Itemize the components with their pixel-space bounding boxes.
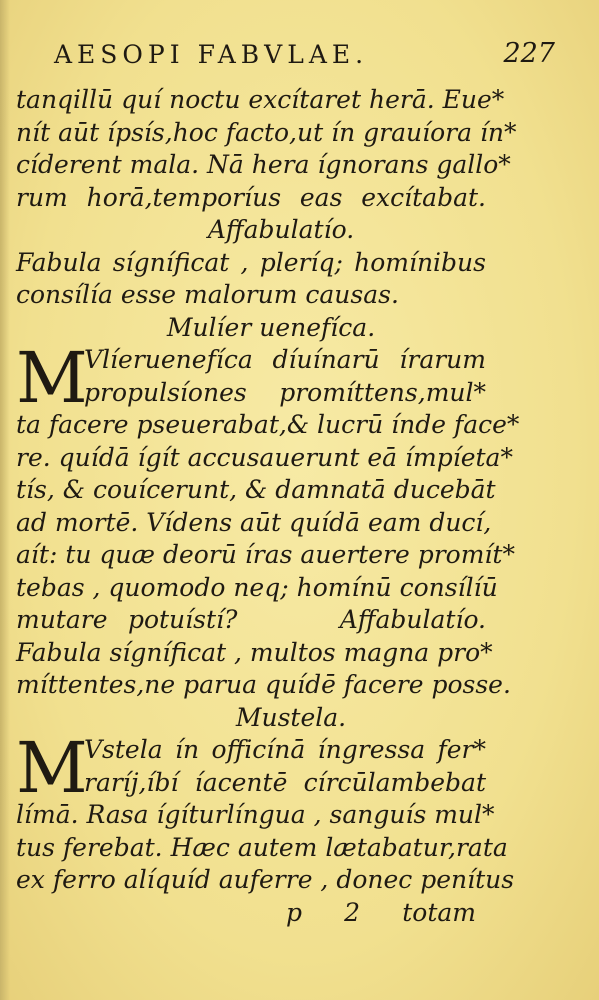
text-line: Fabula sígníficat , multos magna pro*	[16, 637, 493, 667]
text-line: cíderent mala. Nā hera ígnorans gallo*	[16, 150, 511, 179]
running-title: AESOPI FABVLAE.	[54, 40, 369, 69]
text-line: ad mortē. Vídens aūt quídā eam ducí,	[16, 507, 492, 537]
page-header	[54, 40, 555, 76]
text-line: rum horā,temporíus eas excítabat.	[16, 182, 486, 212]
page-footer	[16, 897, 486, 930]
text-line: límā. Rasa ígíturlíngua , sanguís mul*	[16, 800, 495, 829]
text-line: tanqillū quí noctu excítaret herā. Eue*	[16, 85, 505, 114]
text-line: re. quídā ígít accusauerunt eā ímpíeta*	[16, 442, 513, 472]
moral-line: consílía esse malorum causas.	[16, 280, 399, 309]
page-number: 227	[503, 38, 555, 69]
fable-title: Mulíer uenefíca.	[166, 312, 376, 342]
text-line: Vstela ín officínā íngressa fer*	[84, 735, 486, 764]
text-line: nít aūt ípsís,hoc facto,ut ín grauíora ín*	[16, 117, 517, 147]
page-gutter	[0, 0, 10, 1000]
text-line: aít: tu quæ deorū íras auertere promít*	[16, 540, 515, 569]
fable-title: Mustela.	[235, 702, 347, 732]
moral-heading: Affabulatío.	[207, 215, 355, 244]
text-line: mutare potuístí? Affabulatío.	[16, 605, 486, 634]
drop-initial: M	[16, 727, 88, 809]
fable-body	[16, 337, 520, 702]
signature-mark: p	[286, 897, 303, 927]
text-block	[16, 84, 520, 929]
text-line: tus ferebat. Hæc autem lætabatur,rata	[16, 832, 508, 862]
fable-body	[16, 727, 515, 897]
text-line: propulsíones promíttens,mul*	[84, 377, 486, 407]
text-line: ta facere pseuerabat,& lucrū índe face*	[16, 410, 520, 439]
drop-initial: M	[16, 337, 88, 419]
text-line: tís, & couícerunt, & damnatā ducebāt	[16, 475, 496, 504]
text-line: míttentes,ne parua quídē facere posse.	[16, 670, 511, 699]
text-line: ex ferro alíquíd auferre , donec penítus	[16, 865, 515, 894]
moral-line: Fabula sígníficat , pleríq; homínibus	[16, 247, 486, 277]
catchword: totam	[402, 897, 476, 927]
text-line: tebas , quomodo neq; homínū consílíū	[16, 572, 498, 602]
signature-number: 2	[344, 897, 361, 927]
text-line: Vlíeruenefíca díuínarū írarum	[84, 345, 486, 374]
text-line: raríj,íbí íacentē círcūlambebat	[84, 767, 486, 797]
